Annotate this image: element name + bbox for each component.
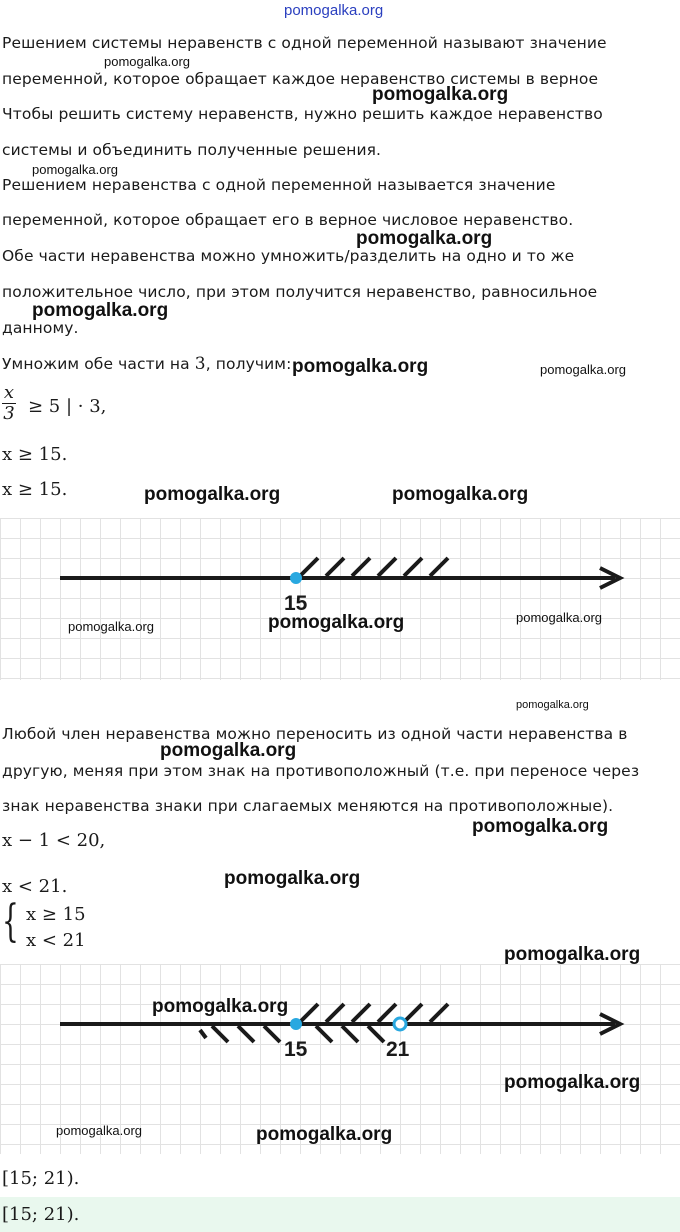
watermark[interactable]: pomogalka.org — [356, 228, 493, 249]
watermark[interactable]: pomogalka.org — [32, 162, 118, 177]
equation-x-ge-15-b: x ≥ 15. — [2, 479, 68, 500]
closed-point-15 — [290, 1018, 302, 1030]
multiply-step-text — [2, 354, 291, 374]
hatching-right — [300, 558, 448, 576]
multiply-step-prefix: Умножим обе части на — [2, 355, 195, 373]
rule-multiply-line2: положительное число, при этом получится неравенство, равносильное — [2, 283, 598, 301]
point-label-15: 15 — [284, 592, 308, 615]
watermark[interactable]: pomogalka.org — [516, 610, 602, 625]
equation-multiply: ≥ 5 | · 3, — [28, 396, 107, 417]
watermark[interactable]: pomogalka.org — [392, 484, 529, 505]
watermark[interactable]: pomogalka.org — [256, 1124, 393, 1145]
interval-result: [15; 21). — [2, 1168, 80, 1189]
rule-multiply-line1: Обе части неравенства можно умножить/разделить на одно и то же — [2, 247, 575, 265]
system-line-1: x ≥ 15 — [26, 904, 86, 925]
watermark[interactable]: pomogalka.org — [292, 356, 429, 377]
definition-inequality-line1: Решением неравенства с одной переменной называется значение — [2, 176, 556, 194]
watermark-top[interactable]: pomogalka.org — [284, 2, 384, 19]
fraction-denominator: 3 — [3, 403, 15, 424]
watermark[interactable]: pomogalka.org — [32, 300, 169, 321]
rule-transfer-line3: знак неравенства знаки при слагаемых меняются на противоположные). — [2, 797, 614, 815]
answer-box — [0, 1197, 680, 1232]
closed-point-15 — [290, 572, 302, 584]
watermark[interactable]: pomogalka.org — [268, 612, 405, 633]
rule-transfer-line2: другую, меняя при этом знак на противоположный (т.е. при переносе через — [2, 762, 640, 780]
watermark[interactable]: pomogalka.org — [372, 84, 509, 105]
watermark[interactable]: pomogalka.org — [540, 362, 626, 377]
watermark[interactable]: pomogalka.org — [160, 740, 297, 761]
watermark[interactable]: pomogalka.org — [68, 619, 154, 634]
watermark[interactable]: pomogalka.org — [504, 944, 641, 965]
fraction-numerator: x — [3, 382, 15, 403]
equation-x-minus-1: x − 1 < 20, — [2, 830, 106, 851]
watermark[interactable]: pomogalka.org — [472, 816, 609, 837]
number-line-1-svg — [0, 518, 680, 680]
number-line-1 — [0, 518, 680, 680]
equation-x-ge-15-a: x ≥ 15. — [2, 444, 68, 465]
final-answer: [15; 21). — [2, 1204, 80, 1225]
system-line-2: x < 21 — [26, 930, 86, 951]
definition-inequality-line2: переменной, которое обращает его в верное числовое неравенство. — [2, 211, 574, 229]
method-line1: Чтобы решить систему неравенств, нужно решить каждое неравенство — [2, 105, 603, 123]
definition-system-line1: Решением системы неравенств с одной переменной называют значение — [2, 34, 607, 52]
watermark[interactable]: pomogalka.org — [224, 868, 361, 889]
watermark[interactable]: pomogalka.org — [144, 484, 281, 505]
multiply-step-suffix: , получим: — [205, 355, 292, 373]
point-label-21: 21 — [386, 1038, 410, 1061]
watermark[interactable]: pomogalka.org — [152, 996, 289, 1017]
point-label-15: 15 — [284, 1038, 308, 1061]
watermark[interactable]: pomogalka.org — [104, 54, 190, 69]
watermark[interactable]: pomogalka.org — [516, 699, 589, 711]
multiply-step-number: 3 — [194, 354, 206, 374]
method-line2: системы и объединить полученные решения. — [2, 141, 382, 159]
rule-transfer-line1: Любой член неравенства можно переносить из одной части неравенства в — [2, 725, 628, 743]
fraction-x-over-3 — [2, 383, 16, 424]
watermark[interactable]: pomogalka.org — [56, 1123, 142, 1138]
definition-system-line2: переменной, которое обращает каждое неравенство системы в верное — [2, 70, 599, 88]
open-point-21 — [394, 1018, 406, 1030]
rule-multiply-line3: данному. — [2, 319, 79, 337]
system-brace: { — [2, 896, 19, 947]
watermark[interactable]: pomogalka.org — [504, 1072, 641, 1093]
equation-x-lt-21: x < 21. — [2, 876, 68, 897]
hatching-right — [300, 1004, 448, 1022]
